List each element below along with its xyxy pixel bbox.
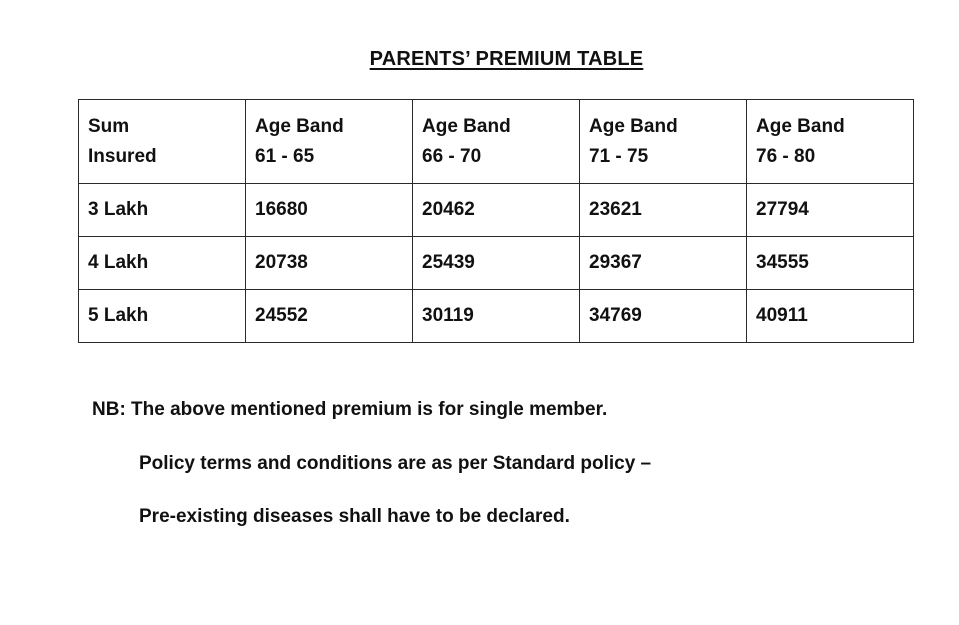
premium-cell: 25439: [413, 237, 580, 290]
premium-cell: 23621: [580, 184, 747, 237]
premium-cell: 30119: [413, 290, 580, 343]
header-age-band-label: Age Band: [422, 115, 511, 137]
sum-insured-cell: 4 Lakh: [79, 237, 246, 290]
note-nb: NB: The above mentioned premium is for single member.: [92, 399, 608, 420]
note-pre-existing: Pre-existing diseases shall have to be declared.: [139, 506, 570, 527]
header-sum-insured-line-2: Insured: [88, 145, 157, 167]
premium-cell: 20462: [413, 184, 580, 237]
premium-cell: 40911: [747, 290, 914, 343]
header-age-band-76-80: [747, 100, 914, 184]
header-age-band-range: 76 - 80: [756, 145, 816, 167]
page-title: [0, 48, 959, 71]
header-age-band-range: 66 - 70: [422, 145, 482, 167]
premium-cell: 24552: [246, 290, 413, 343]
premium-cell: 16680: [246, 184, 413, 237]
table-row: [79, 237, 914, 290]
header-age-band-label: Age Band: [589, 115, 678, 137]
premium-cell: 29367: [580, 237, 747, 290]
header-age-band-61-65: [246, 100, 413, 184]
premium-cell: 34555: [747, 237, 914, 290]
page-title-text: PARENTS’ PREMIUM TABLE: [369, 48, 644, 70]
header-age-band-66-70: [413, 100, 580, 184]
sum-insured-cell: 3 Lakh: [79, 184, 246, 237]
premium-cell: 20738: [246, 237, 413, 290]
table-header-row: [79, 100, 914, 184]
sum-insured-cell: 5 Lakh: [79, 290, 246, 343]
header-age-band-71-75: [580, 100, 747, 184]
table-row: [79, 184, 914, 237]
header-sum-insured: [79, 100, 246, 184]
premium-cell: 34769: [580, 290, 747, 343]
header-age-band-label: Age Band: [756, 115, 845, 137]
header-age-band-label: Age Band: [255, 115, 344, 137]
premium-table: [78, 99, 914, 343]
header-age-band-range: 71 - 75: [589, 145, 649, 167]
note-policy-terms: Policy terms and conditions are as per Standard policy –: [139, 453, 652, 474]
header-sum-insured-line-1: Sum: [88, 115, 130, 137]
header-age-band-range: 61 - 65: [255, 145, 315, 167]
premium-cell: 27794: [747, 184, 914, 237]
table-row: [79, 290, 914, 343]
